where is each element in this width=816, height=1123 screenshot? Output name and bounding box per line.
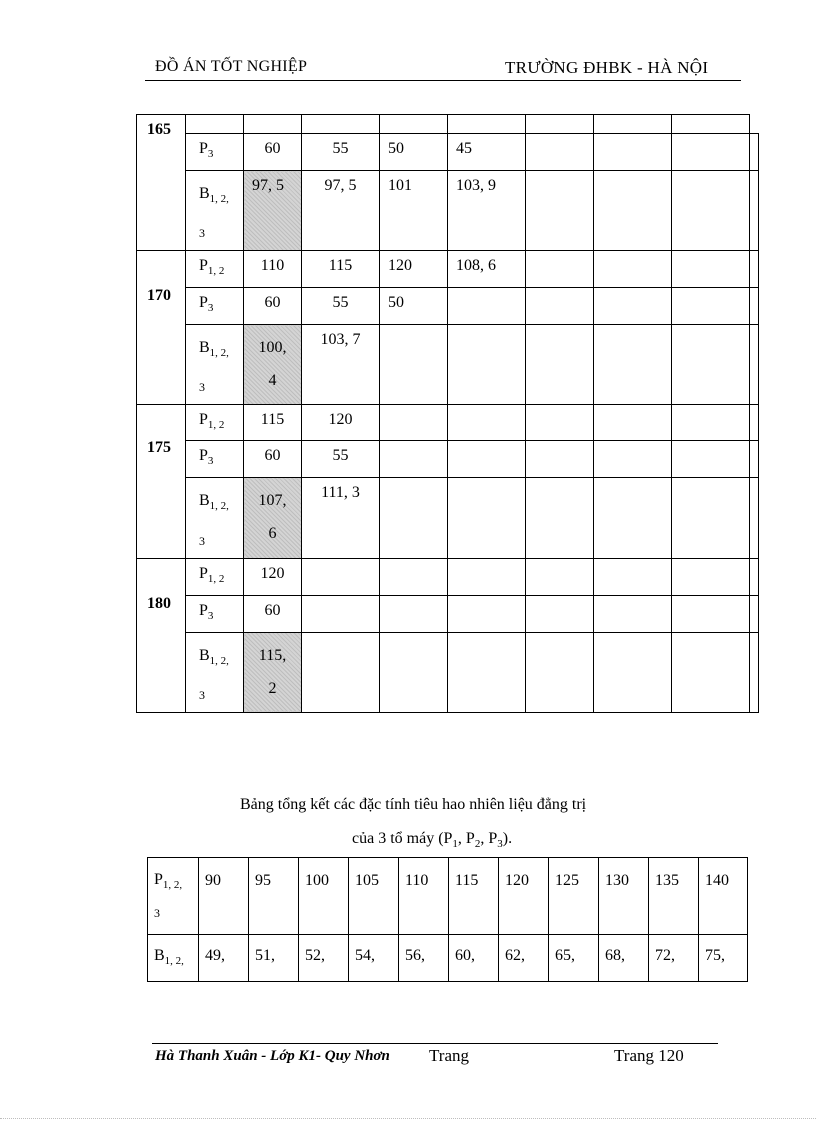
table-caption: Bảng tổng kết các đặc tính tiêu hao nhiên liệu đẳng trị bbox=[240, 796, 587, 813]
row-label: $B_{1, 2,}$ 3 bbox=[186, 325, 244, 405]
table-cell: 55 bbox=[302, 134, 380, 171]
table-cell: 52, bbox=[299, 935, 349, 982]
table-cell: 111, 3 bbox=[302, 478, 380, 558]
table-row bbox=[137, 632, 759, 712]
highlight-cell: 97, 5 bbox=[244, 171, 302, 251]
table-cell: 60 bbox=[244, 288, 302, 325]
header-left: ĐỒ ÁN TỐT NGHIỆP bbox=[155, 58, 308, 75]
fuel-table bbox=[136, 114, 759, 713]
table-cell: 120 bbox=[380, 251, 448, 288]
footer-page-label: Trang bbox=[429, 1046, 469, 1065]
row-label: $B_{1, 2,}$ bbox=[148, 935, 199, 982]
table-row bbox=[148, 935, 748, 982]
table-row bbox=[137, 558, 759, 595]
page-edge bbox=[0, 1118, 816, 1119]
table-cell: 140 bbox=[699, 858, 748, 935]
table-cell: 115 bbox=[449, 858, 499, 935]
table-cell: 120 bbox=[244, 558, 302, 595]
table-cell: 115 bbox=[302, 251, 380, 288]
table-cell: 51, bbox=[249, 935, 299, 982]
footer-author: Hà Thanh Xuân - Lớp K1- Quy Nhơn bbox=[155, 1048, 390, 1064]
table-caption-line2: của 3 tổ máy ($P_1$, $P_2$, $P_3$). bbox=[352, 830, 513, 851]
row-label: $B_{1, 2,}$ 3 bbox=[186, 478, 244, 558]
table-cell: 130 bbox=[599, 858, 649, 935]
table-cell: 105 bbox=[349, 858, 399, 935]
table-cell: 56, bbox=[399, 935, 449, 982]
table-cell: 55 bbox=[302, 441, 380, 478]
table-cell: 45 bbox=[448, 134, 526, 171]
table-row bbox=[137, 115, 759, 134]
table-cell: 62, bbox=[499, 935, 549, 982]
header-right: TRƯỜNG ĐHBK - HÀ NỘI bbox=[505, 58, 709, 77]
highlight-cell: 100, 4 bbox=[244, 325, 302, 405]
table-cell: 103, 7 bbox=[302, 325, 380, 405]
table-row bbox=[137, 171, 759, 251]
table-cell: 97, 5 bbox=[302, 171, 380, 251]
table-cell: 110 bbox=[399, 858, 449, 935]
table-row bbox=[137, 325, 759, 405]
summary-table bbox=[147, 857, 748, 982]
footer-page-number: Trang 120 bbox=[614, 1046, 684, 1065]
row-label: $B_{1, 2,}$ 3 bbox=[186, 171, 244, 251]
table-row bbox=[137, 134, 759, 171]
footer-rule bbox=[152, 1043, 718, 1044]
highlight-cell: 107, 6 bbox=[244, 478, 302, 558]
table-cell: 50 bbox=[380, 134, 448, 171]
row-label: $P_3$ bbox=[186, 441, 244, 478]
table-cell: 75, bbox=[699, 935, 748, 982]
table-row bbox=[137, 251, 759, 288]
table-cell: 95 bbox=[249, 858, 299, 935]
table-row bbox=[137, 441, 759, 478]
table-cell: 100 bbox=[299, 858, 349, 935]
table-cell: 115 bbox=[244, 405, 302, 441]
row-label: $P_3$ bbox=[186, 288, 244, 325]
table-cell: 55 bbox=[302, 288, 380, 325]
table-cell: 68, bbox=[599, 935, 649, 982]
row-label: $P_{1, 2}$ bbox=[186, 405, 244, 441]
table-cell: 135 bbox=[649, 858, 699, 935]
table-cell: 60 bbox=[244, 595, 302, 632]
row-label: $P_{1, 2}$ bbox=[186, 251, 244, 288]
table-row bbox=[137, 595, 759, 632]
header-rule bbox=[145, 80, 741, 81]
table-cell: 120 bbox=[499, 858, 549, 935]
table-cell: 50 bbox=[380, 288, 448, 325]
load-cell: 170 bbox=[137, 251, 186, 405]
row-label: $P_3$ bbox=[186, 595, 244, 632]
load-cell: 165 bbox=[137, 115, 186, 251]
table-cell: 103, 9 bbox=[448, 171, 526, 251]
table-cell: 110 bbox=[244, 251, 302, 288]
load-cell: 180 bbox=[137, 558, 186, 712]
table-row bbox=[137, 405, 759, 441]
table-row bbox=[137, 288, 759, 325]
table-cell: 108, 6 bbox=[448, 251, 526, 288]
table-row bbox=[137, 478, 759, 558]
table-row bbox=[148, 858, 748, 935]
table-cell: 60 bbox=[244, 441, 302, 478]
table-cell: 90 bbox=[199, 858, 249, 935]
row-label: $B_{1, 2,}$ 3 bbox=[186, 632, 244, 712]
table-cell: 65, bbox=[549, 935, 599, 982]
load-cell: 175 bbox=[137, 405, 186, 558]
highlight-cell: 115, 2 bbox=[244, 632, 302, 712]
table-cell: 49, bbox=[199, 935, 249, 982]
table-cell: 72, bbox=[649, 935, 699, 982]
table-cell: 54, bbox=[349, 935, 399, 982]
table-cell: 60, bbox=[449, 935, 499, 982]
table-cell: 125 bbox=[549, 858, 599, 935]
row-label: $P_{1, 2}$ bbox=[186, 558, 244, 595]
row-label: $P_{1, 2,}$ 3 bbox=[148, 858, 199, 935]
row-label: $P_3$ bbox=[186, 134, 244, 171]
table-cell: 120 bbox=[302, 405, 380, 441]
table-cell: 60 bbox=[244, 134, 302, 171]
table-cell: 101 bbox=[380, 171, 448, 251]
